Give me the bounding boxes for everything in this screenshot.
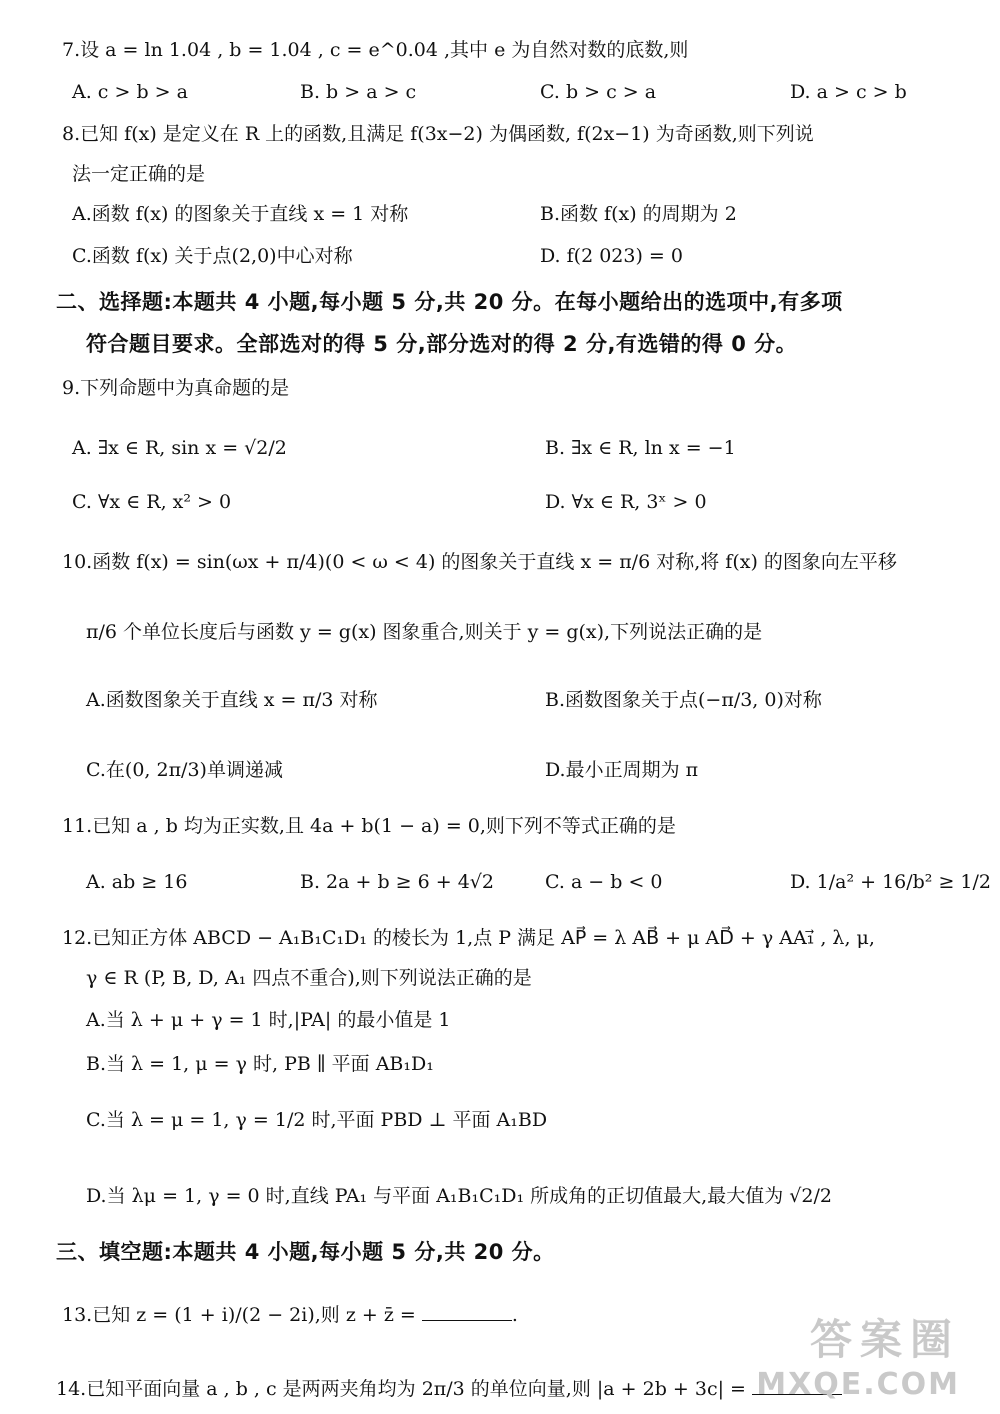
q7-option-a: A. c > b > a [72, 81, 188, 103]
q9-option-d: D. ∀x ∈ R, 3ˣ > 0 [545, 491, 707, 513]
q9-option-c: C. ∀x ∈ R, x² > 0 [72, 491, 232, 513]
q9-stem: 9.下列命题中为真命题的是 [62, 377, 290, 399]
q7-option-b: B. b > a > c [300, 81, 417, 103]
q12-stem-line1: 12.已知正方体 ABCD − A₁B₁C₁D₁ 的棱长为 1,点 P 满足 AP⃗ = λ AB⃗ + μ AD⃗ + γ AA₁⃗ , λ, μ, [62, 927, 875, 949]
q12-option-c: C.当 λ = μ = 1, γ = 1/2 时,平面 PBD ⊥ 平面 A₁BD [86, 1109, 548, 1131]
q8-option-b: B.函数 f(x) 的周期为 2 [540, 203, 737, 225]
q11-option-c: C. a − b < 0 [545, 871, 663, 893]
q12-option-d: D.当 λμ = 1, γ = 0 时,直线 PA₁ 与平面 A₁B₁C₁D₁ 所成角的正切值最大,最大值为 √2/2 [86, 1185, 832, 1207]
q13-stem: 13.已知 z = (1 + i)/(2 − 2i),则 z + z̄ = [62, 1304, 416, 1326]
q12-option-b: B.当 λ = 1, μ = γ 时, PB ∥ 平面 AB₁D₁ [86, 1053, 434, 1075]
q11-option-a: A. ab ≥ 16 [86, 871, 188, 893]
watermark-url: MXQE.COM [756, 1367, 960, 1402]
q10-option-a: A.函数图象关于直线 x = π/3 对称 [86, 689, 378, 711]
section2-heading-line2: 符合题目要求。全部选对的得 5 分,部分选对的得 2 分,有选错的得 0 分。 [86, 332, 798, 356]
section2-heading-line1: 二、选择题:本题共 4 小题,每小题 5 分,共 20 分。在每小题给出的选项中,有多项 [56, 290, 843, 314]
q14-line [56, 1374, 842, 1403]
q8-stem-line1: 8.已知 f(x) 是定义在 R 上的函数,且满足 f(3x−2) 为偶函数, f(2x−1) 为奇函数,则下列说 [62, 123, 814, 145]
watermark-logo: 答案圈 [809, 1315, 960, 1364]
q7-option-c: C. b > c > a [540, 81, 657, 103]
q14-stem: 14.已知平面向量 a , b , c 是两两夹角均为 2π/3 的单位向量,则 |a + 2b + 3c| = [56, 1378, 746, 1400]
q10-option-c: C.在(0, 2π/3)单调递减 [86, 759, 283, 781]
q10-stem-line2: π/6 个单位长度后与函数 y = g(x) 图象重合,则关于 y = g(x),下列说法正确的是 [86, 621, 763, 643]
section3-heading: 三、填空题:本题共 4 小题,每小题 5 分,共 20 分。 [56, 1240, 555, 1264]
q10-option-d: D.最小正周期为 π [545, 759, 699, 781]
q7-stem: 7.设 a = ln 1.04 , b = 1.04 , c = e^0.04 ,其中 e 为自然对数的底数,则 [62, 39, 689, 61]
q8-stem-line2: 法一定正确的是 [72, 163, 206, 185]
watermark [756, 1307, 960, 1402]
q11-option-d: D. 1/a² + 16/b² ≥ 1/2 [790, 871, 992, 893]
q10-stem-line1: 10.函数 f(x) = sin(ωx + π/4)(0 < ω < 4) 的图象关于直线 x = π/6 对称,将 f(x) 的图象向左平移 [62, 551, 897, 573]
q8-option-a: A.函数 f(x) 的图象关于直线 x = 1 对称 [72, 203, 409, 225]
q11-stem: 11.已知 a , b 均为正实数,且 4a + b(1 − a) = 0,则下列不等式正确的是 [62, 815, 676, 837]
q9-option-a: A. ∃x ∈ R, sin x = √2/2 [72, 437, 287, 459]
q8-option-c: C.函数 f(x) 关于点(2,0)中心对称 [72, 245, 353, 267]
q8-option-d: D. f(2 023) = 0 [540, 245, 683, 267]
q10-option-b: B.函数图象关于点(−π/3, 0)对称 [545, 689, 822, 711]
q12-stem-line2: γ ∈ R (P, B, D, A₁ 四点不重合),则下列说法正确的是 [86, 967, 532, 989]
q13-end: . [511, 1304, 518, 1326]
q7-option-d: D. a > c > b [790, 81, 907, 103]
q9-option-b: B. ∃x ∈ R, ln x = −1 [545, 437, 736, 459]
q11-option-b: B. 2a + b ≥ 6 + 4√2 [300, 871, 494, 893]
q13-answer-blank[interactable] [422, 1300, 512, 1321]
q13-line [62, 1300, 518, 1329]
q12-option-a: A.当 λ + μ + γ = 1 时,|PA| 的最小值是 1 [86, 1009, 451, 1031]
